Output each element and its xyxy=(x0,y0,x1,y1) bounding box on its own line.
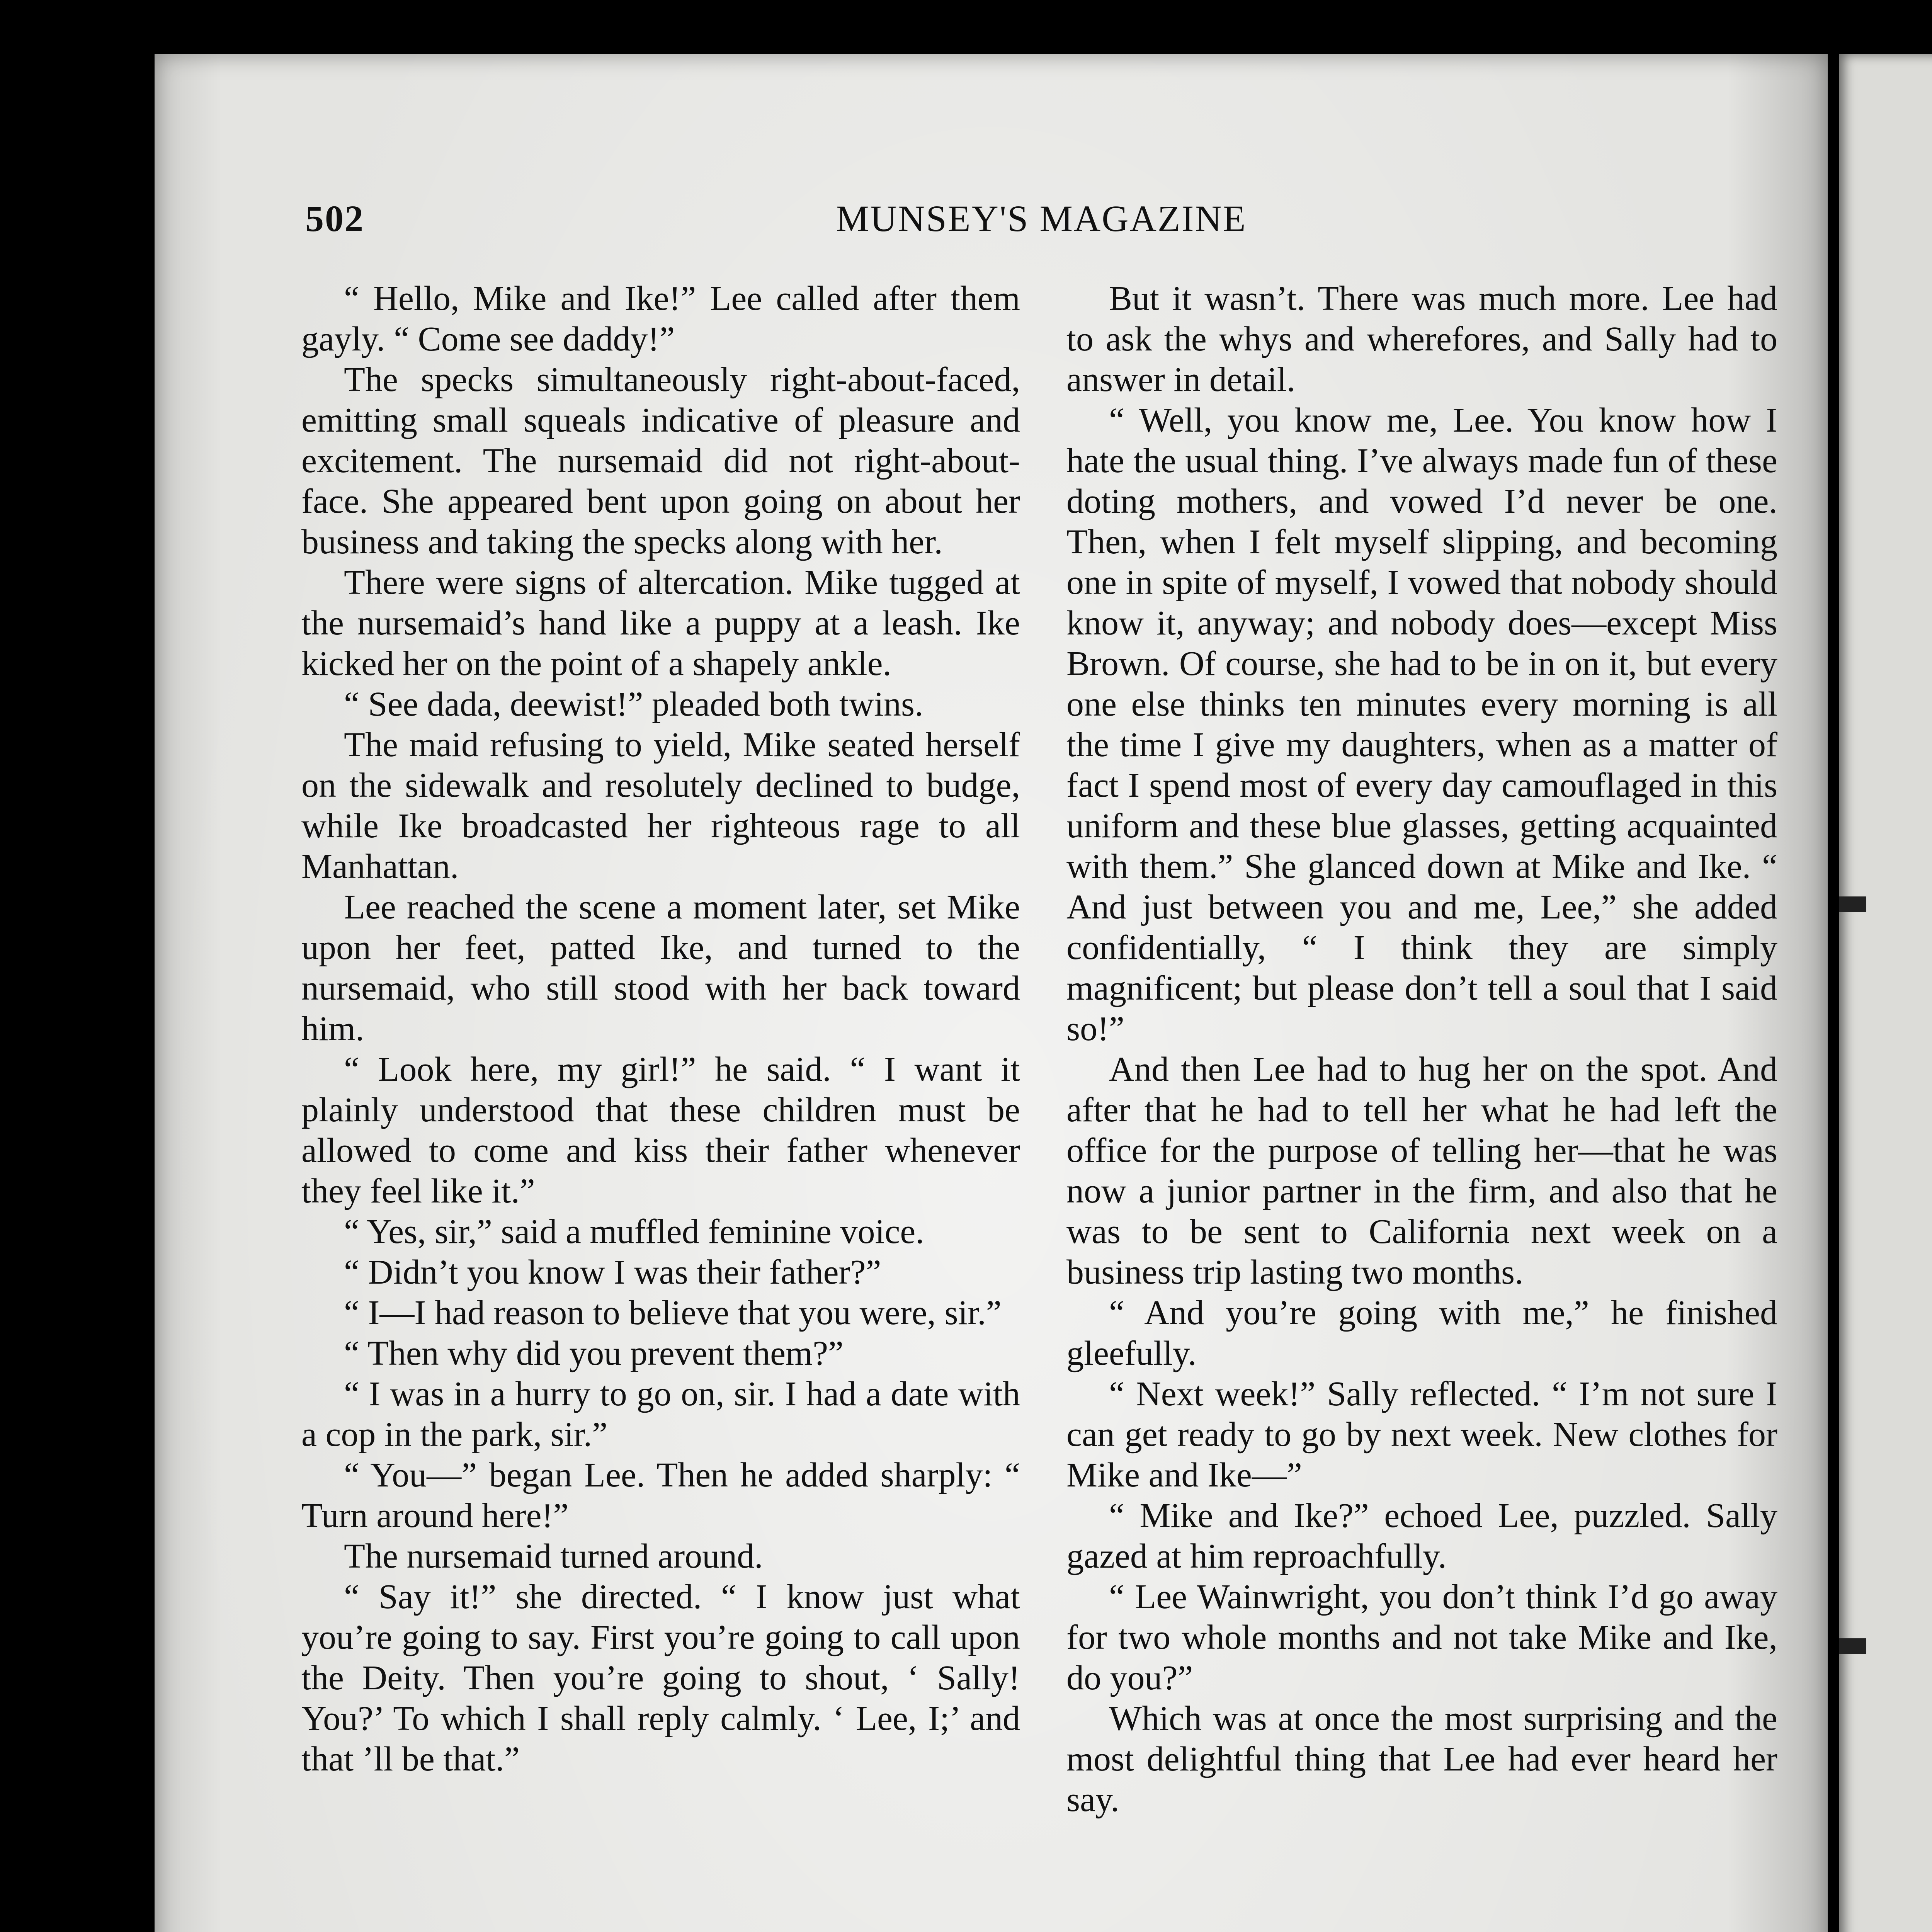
story-paragraph: “ Then why did you prevent them?” xyxy=(344,1334,844,1372)
story-paragraph: “ Say it!” she directed. “ I know just what you’re going to say. First you’re going to call upon the Deity. Then you’re going to shout, ‘ Sally! You?’ To which I shall reply calmly. ‘ Lee, I;’ and that ’ll be that.” xyxy=(301,1578,1020,1778)
story-paragraph: Lee reached the scene a moment later, set Mike upon her feet, patted Ike, and turned to the nursemaid, who still stood with her back toward him. xyxy=(301,888,1020,1048)
story-paragraph: “ And you’re going with me,” he finished gleefully. xyxy=(1066,1294,1777,1372)
story-paragraph: “ Yes, sir,” said a muffled feminine voice. xyxy=(344,1213,924,1251)
magazine-title: MUNSEY'S MAGAZINE xyxy=(836,198,1247,239)
page-number: 502 xyxy=(305,198,364,239)
story-paragraph: The nursemaid turned around. xyxy=(344,1537,763,1575)
story-paragraph: “ Lee Wainwright, you don’t think I’d go away for two whole months and not take Mike and Ike, do you?” xyxy=(1066,1578,1777,1697)
story-paragraph: Which was at once the most surprising and the most delightful thing that Lee had ever heard her say. xyxy=(1066,1699,1777,1819)
story-paragraph: “ I was in a hurry to go on, sir. I had a date with a cop in the park, sir.” xyxy=(301,1375,1020,1454)
story-paragraph: “ Well, you know me, Lee. You know how I hate the usual thing. I’ve always made fun of these doting mothers, and vowed I’d never be one. Then, when I felt myself slipping, and becoming one in spite of myself, I vowed that nobody should know it, anyway; and nobody does—except Miss Brown. Of course, she had to be in on it, but every one else thinks ten minutes every morning is all the time I give my daughters, when as a matter of fact I spend most of every day camouflaged in this uniform and these blue glasses, getting acquainted with them.” She glanced down at Mike and Ike. “ And just between you and me, Lee,” she added confidentially, “ I think they are simply magnificent; but please don’t tell a soul that I said so!” xyxy=(1066,401,1777,1048)
story-paragraph: “ Hello, Mike and Ike!” Lee called after them gayly. “ Come see daddy!” xyxy=(301,279,1020,358)
story-paragraph: “ Look here, my girl!” he said. “ I want it plainly understood that these children must be allowed to come and kiss their father whenever they feel like it.” xyxy=(301,1050,1020,1210)
story-paragraph: “ Mike and Ike?” echoed Lee, puzzled. Sally gazed at him reproachfully. xyxy=(1066,1497,1777,1575)
story-paragraph: “ See dada, deewist!” pleaded both twins. xyxy=(344,685,923,723)
left-text-column xyxy=(301,278,1020,1779)
story-paragraph: “ You—” began Lee. Then he added sharply: “ Turn around here!” xyxy=(301,1456,1020,1535)
right-text-column xyxy=(1066,278,1777,1820)
running-header xyxy=(305,197,1777,243)
story-paragraph: The specks simultaneously right-about-faced, emitting small squeals indicative of pleasure and excitement. The nursemaid did not right-about-face. She appeared bent upon going on about her business and taking the specks along with her. xyxy=(301,361,1020,561)
story-paragraph: There were signs of altercation. Mike tugged at the nursemaid’s hand like a puppy at a leash. Ike kicked her on the point of a shapely ankle. xyxy=(301,563,1020,683)
edge-mark xyxy=(1839,896,1866,912)
story-paragraph: The maid refusing to yield, Mike seated herself on the sidewalk and resolutely declined to budge, while Ike broadcasted her righteous rage to all Manhattan. xyxy=(301,726,1020,886)
story-paragraph: “ I—I had reason to believe that you were, sir.” xyxy=(344,1294,1002,1332)
story-paragraph: But it wasn’t. There was much more. Lee had to ask the whys and wherefores, and Sally had to answer in detail. xyxy=(1066,279,1777,399)
adjacent-page-edge xyxy=(1839,54,1932,1932)
story-paragraph: And then Lee had to hug her on the spot. And after that he had to tell her what he had left the office for the purpose of telling her—that he was now a junior partner in the firm, and also that he was to be sent to California next week on a business trip lasting two months. xyxy=(1066,1050,1777,1291)
edge-mark xyxy=(1839,1638,1866,1654)
story-paragraph: “ Next week!” Sally reflected. “ I’m not sure I can get ready to go by next week. New clothes for Mike and Ike—” xyxy=(1066,1375,1777,1494)
story-paragraph: “ Didn’t you know I was their father?” xyxy=(344,1253,881,1291)
